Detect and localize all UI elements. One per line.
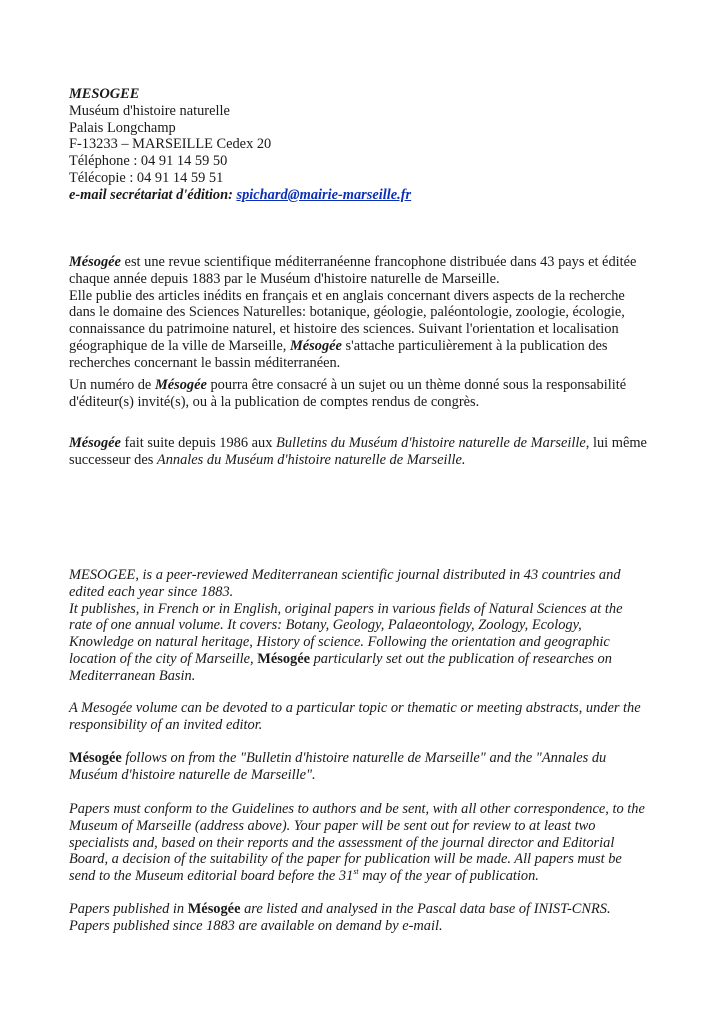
text-line: Muséum d'histoire naturelle de Marseille". — [69, 766, 316, 783]
text-line: , lui même — [585, 435, 647, 451]
text-line: recherches concernant le bassin méditerranéen. — [69, 354, 341, 371]
text-line: s'attache particulièrement à la publication des — [341, 337, 608, 354]
text-line: Papers published since 1883 are available on demand by e-mail. — [69, 917, 443, 934]
text-line: connaissance du patrimoine naturel, et histoire des sciences. Suivant l'orientation et localisation — [69, 321, 619, 338]
journal-name: Mésogée — [257, 650, 310, 667]
annales-title: Annales du Muséum d'histoire naturelle de Marseille. — [156, 451, 466, 468]
journal-name: Mésogée — [154, 377, 207, 393]
text-line: dans le domaine des Sciences Naturelles: botanique, géologie, paléontologie, zoologie, écologie, — [69, 304, 625, 321]
text-line: Elle publie des articles inédits en français et en anglais concernant divers aspects de la recherche — [69, 287, 625, 304]
email-link[interactable]: spichard@mairie-marseille.fr — [236, 186, 412, 203]
text-line: are listed and analysed in the Pascal data base of INIST-CNRS. — [240, 901, 611, 917]
text-line: Mediterranean Basin. — [69, 667, 196, 684]
text-line: may of the year of publication. — [358, 868, 539, 885]
palace-name: Palais Longchamp — [69, 119, 176, 136]
text-line: location of the city of Marseille, — [69, 650, 258, 667]
text-line: d'éditeur(s) invité(s), ou à la publication de comptes rendus de congrès. — [69, 393, 480, 410]
text-line: Papers published in — [69, 901, 188, 917]
text-line: send to the Museum editorial board before the 31 — [69, 868, 354, 885]
email-label: e-mail secrétariat d'édition: — [69, 186, 233, 203]
text-line: follows on from the "Bulletin d'histoire naturelle de Marseille" and the "Annales du — [121, 750, 607, 766]
phone-line: Téléphone : 04 91 14 59 50 — [69, 153, 228, 170]
journal-name: Mésogée — [289, 337, 342, 354]
text-line: responsibility of an invited editor. — [69, 716, 263, 733]
text-line: Papers must conform to the Guidelines to authors and be sent, with all other correspondence, to the — [69, 801, 645, 817]
text-line: specialists and, based on their reports and the assessment of the journal director and Editorial — [69, 834, 615, 851]
text-line: fait suite depuis 1986 aux — [120, 435, 277, 451]
journal-name: Mésogée — [187, 901, 241, 917]
text-line: Un numéro de — [69, 377, 155, 393]
fax-line: Télécopie : 04 91 14 59 51 — [69, 169, 224, 186]
journal-name: Mésogée — [69, 254, 121, 270]
text-line: MESOGEE, is a peer-reviewed Mediterranean scientific journal distributed in 43 countries and — [69, 567, 621, 583]
en-paragraph-4 — [69, 801, 669, 885]
text-line: A Mesogée volume can be devoted to a particular topic or thematic or meeting abstracts, under the — [69, 700, 641, 716]
text-line: géographique de la ville de Marseille, — [69, 337, 290, 354]
journal-name: Mésogée — [69, 750, 122, 766]
en-paragraph-2 — [69, 700, 669, 734]
ordinal-suffix: st — [353, 867, 359, 877]
text-line: successeur des — [69, 451, 157, 468]
journal-name: Mésogée — [69, 435, 121, 451]
fr-paragraph-2 — [69, 377, 669, 411]
text-line: Board, a decision of the suitability of the paper for publication will be made. All papers must be — [69, 851, 622, 868]
text-line: edited each year since 1883. — [69, 583, 234, 600]
text-line: rate of one annual volume. It covers: Botany, Geology, Palaeontology, Zoology, Ecology, — [69, 617, 582, 634]
email-line — [69, 187, 669, 204]
bulletin-title: Bulletins du Muséum d'histoire naturelle de Marseille — [276, 435, 586, 451]
text-line: chaque année depuis 1883 par le Muséum d'histoire naturelle de Marseille. — [69, 270, 500, 287]
text-line: Knowledge on natural heritage, History of science. Following the orientation and geographic — [69, 634, 610, 651]
museum-name: Muséum d'histoire naturelle — [69, 102, 230, 119]
en-paragraph-5 — [69, 901, 669, 935]
en-paragraph-3 — [69, 750, 669, 784]
fr-paragraph-1 — [69, 254, 669, 372]
text-line: pourra être consacré à un sujet ou un thème donné sous la responsabilité — [206, 377, 627, 393]
text-line: est une revue scientifique méditerranéenne francophone distribuée dans 43 pays et éditée — [120, 254, 637, 270]
text-line: particularly set out the publication of researches on — [310, 650, 612, 667]
city-line: F-13233 – MARSEILLE Cedex 20 — [69, 136, 272, 153]
en-paragraph-1 — [69, 567, 669, 685]
text-line: It publishes, in French or in English, original papers in various fields of Natural Sciences at the — [69, 600, 623, 617]
journal-title: MESOGEE — [69, 86, 140, 102]
text-line: Museum of Marseille (address above). Your paper will be sent out for review to at least two — [69, 817, 596, 834]
fr-paragraph-3 — [69, 435, 669, 469]
address-block — [69, 86, 669, 204]
